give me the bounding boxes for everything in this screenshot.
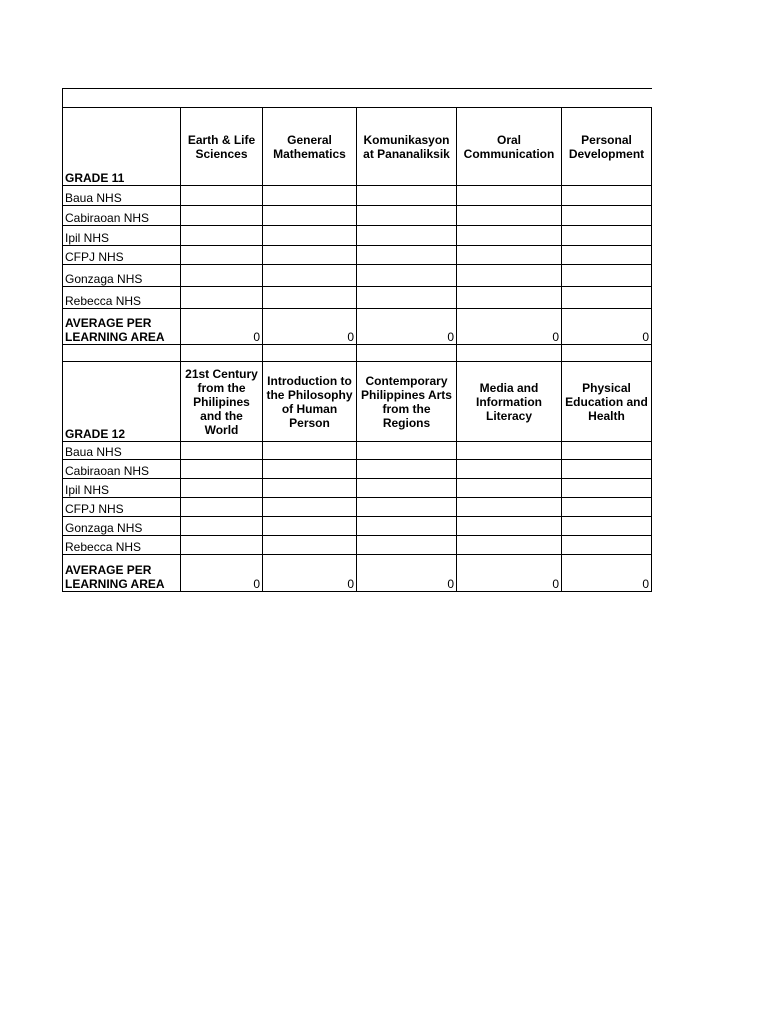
- score-cell[interactable]: [457, 536, 562, 555]
- score-cell[interactable]: [263, 536, 357, 555]
- school-name[interactable]: Gonzaga NHS: [63, 265, 181, 287]
- score-cell[interactable]: [562, 498, 652, 517]
- school-name[interactable]: Cabiraoan NHS: [63, 460, 181, 479]
- score-cell[interactable]: [357, 479, 457, 498]
- blank-cell[interactable]: [357, 345, 457, 362]
- score-cell[interactable]: [181, 479, 263, 498]
- blank-cell[interactable]: [63, 89, 652, 108]
- score-cell[interactable]: [562, 226, 652, 246]
- score-cell[interactable]: [357, 287, 457, 309]
- table-row: [63, 442, 652, 460]
- score-cell[interactable]: [562, 460, 652, 479]
- grade11-subject-header[interactable]: General Mathematics: [263, 108, 357, 186]
- average-value[interactable]: 0: [562, 309, 652, 345]
- blank-cell[interactable]: [63, 345, 181, 362]
- score-cell[interactable]: [457, 246, 562, 265]
- table-row: [63, 287, 652, 309]
- average-value[interactable]: 0: [181, 555, 263, 592]
- score-cell[interactable]: [263, 226, 357, 246]
- school-name[interactable]: Gonzaga NHS: [63, 517, 181, 536]
- grade12-subject-header[interactable]: Introduction to the Philosophy of Human Person: [263, 362, 357, 442]
- score-cell[interactable]: [457, 206, 562, 226]
- score-cell[interactable]: [263, 498, 357, 517]
- score-cell[interactable]: [357, 442, 457, 460]
- school-name[interactable]: Baua NHS: [63, 186, 181, 206]
- blank-cell[interactable]: [263, 345, 357, 362]
- score-cell[interactable]: [181, 460, 263, 479]
- average-row: [63, 555, 652, 592]
- score-cell[interactable]: [357, 460, 457, 479]
- average-value[interactable]: 0: [457, 555, 562, 592]
- score-cell[interactable]: [181, 206, 263, 226]
- score-cell[interactable]: [357, 265, 457, 287]
- score-cell[interactable]: [562, 246, 652, 265]
- score-cell[interactable]: [181, 287, 263, 309]
- blank-cell[interactable]: [457, 345, 562, 362]
- score-cell[interactable]: [457, 460, 562, 479]
- score-cell[interactable]: [263, 517, 357, 536]
- average-row: [63, 309, 652, 345]
- table-row: [63, 206, 652, 226]
- average-value[interactable]: 0: [357, 555, 457, 592]
- score-cell[interactable]: [357, 246, 457, 265]
- score-cell[interactable]: [263, 287, 357, 309]
- score-cell[interactable]: [263, 246, 357, 265]
- score-cell[interactable]: [357, 226, 457, 246]
- blank-cell[interactable]: [562, 345, 652, 362]
- average-label[interactable]: AVERAGE PER LEARNING AREA: [63, 309, 181, 345]
- score-cell[interactable]: [357, 186, 457, 206]
- score-cell[interactable]: [457, 442, 562, 460]
- grade12-subject-header[interactable]: Physical Education and Health: [562, 362, 652, 442]
- score-cell[interactable]: [562, 287, 652, 309]
- average-value[interactable]: 0: [181, 309, 263, 345]
- score-cell[interactable]: [263, 206, 357, 226]
- score-cell[interactable]: [181, 186, 263, 206]
- score-cell[interactable]: [562, 186, 652, 206]
- score-cell[interactable]: [457, 498, 562, 517]
- average-label[interactable]: AVERAGE PER LEARNING AREA: [63, 555, 181, 592]
- table-row: [63, 265, 652, 287]
- grade11-subject-header[interactable]: Earth & Life Sciences: [181, 108, 263, 186]
- score-cell[interactable]: [181, 442, 263, 460]
- grade12-subject-header[interactable]: 21st Century from the Philipines and the World: [181, 362, 263, 442]
- table-row: [63, 517, 652, 536]
- table-row: [63, 226, 652, 246]
- score-cell[interactable]: [562, 206, 652, 226]
- score-cell[interactable]: [263, 186, 357, 206]
- score-cell[interactable]: [181, 246, 263, 265]
- score-cell[interactable]: [181, 498, 263, 517]
- grade11-label[interactable]: GRADE 11: [63, 108, 181, 186]
- average-value[interactable]: 0: [562, 555, 652, 592]
- score-cell[interactable]: [457, 517, 562, 536]
- table-row: [63, 536, 652, 555]
- grade11-subject-header[interactable]: Personal Development: [562, 108, 652, 186]
- grades-table: [62, 88, 652, 592]
- table-row: [63, 246, 652, 265]
- score-cell[interactable]: [357, 536, 457, 555]
- school-name[interactable]: Ipil NHS: [63, 479, 181, 498]
- average-value[interactable]: 0: [263, 555, 357, 592]
- average-value[interactable]: 0: [357, 309, 457, 345]
- score-cell[interactable]: [181, 265, 263, 287]
- score-cell[interactable]: [181, 517, 263, 536]
- score-cell[interactable]: [181, 226, 263, 246]
- blank-cell[interactable]: [181, 345, 263, 362]
- score-cell[interactable]: [357, 206, 457, 226]
- score-cell[interactable]: [263, 479, 357, 498]
- score-cell[interactable]: [562, 479, 652, 498]
- score-cell[interactable]: [562, 265, 652, 287]
- grade12-header-row: [63, 362, 652, 442]
- score-cell[interactable]: [457, 226, 562, 246]
- score-cell[interactable]: [562, 442, 652, 460]
- score-cell[interactable]: [457, 287, 562, 309]
- average-value[interactable]: 0: [457, 309, 562, 345]
- school-name[interactable]: CFPJ NHS: [63, 246, 181, 265]
- score-cell[interactable]: [357, 498, 457, 517]
- score-cell[interactable]: [457, 186, 562, 206]
- grade12-subject-header[interactable]: Media and Information Literacy: [457, 362, 562, 442]
- grade11-subject-header[interactable]: Oral Communication: [457, 108, 562, 186]
- school-name[interactable]: Ipil NHS: [63, 226, 181, 246]
- score-cell[interactable]: [457, 265, 562, 287]
- table-row: [63, 186, 652, 206]
- table-row: [63, 460, 652, 479]
- school-name[interactable]: Baua NHS: [63, 442, 181, 460]
- score-cell[interactable]: [562, 517, 652, 536]
- table-row: [63, 479, 652, 498]
- score-cell[interactable]: [457, 479, 562, 498]
- top-blank-row: [63, 89, 652, 108]
- table-row: [63, 498, 652, 517]
- score-cell[interactable]: [263, 265, 357, 287]
- average-value[interactable]: 0: [263, 309, 357, 345]
- score-cell[interactable]: [357, 517, 457, 536]
- score-cell[interactable]: [562, 536, 652, 555]
- grade11-subject-header[interactable]: Komunikasyon at Pananaliksik: [357, 108, 457, 186]
- grade12-label[interactable]: GRADE 12: [63, 362, 181, 442]
- school-name[interactable]: Cabiraoan NHS: [63, 206, 181, 226]
- school-name[interactable]: CFPJ NHS: [63, 498, 181, 517]
- school-name[interactable]: Rebecca NHS: [63, 536, 181, 555]
- score-cell[interactable]: [181, 536, 263, 555]
- grade12-subject-header[interactable]: Contemporary Philippines Arts from the Regions: [357, 362, 457, 442]
- spacer-row: [63, 345, 652, 362]
- score-cell[interactable]: [263, 442, 357, 460]
- school-name[interactable]: Rebecca NHS: [63, 287, 181, 309]
- grade11-header-row: [63, 108, 652, 186]
- score-cell[interactable]: [263, 460, 357, 479]
